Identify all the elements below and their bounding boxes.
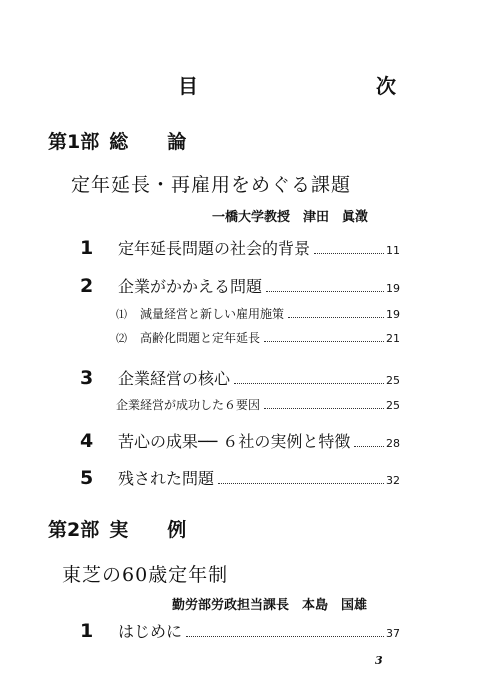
dot-leader bbox=[264, 408, 384, 409]
entry-page: 28 bbox=[386, 437, 400, 450]
article1-title: 定年延長・再雇用をめぐる課題 bbox=[71, 174, 352, 196]
entry-number: 3 bbox=[80, 367, 94, 389]
toc-entry[interactable] bbox=[80, 429, 400, 452]
entry-number: 4 bbox=[80, 430, 94, 452]
subentry-title: 減量経営と新しい雇用施策 bbox=[140, 307, 285, 321]
toc-entry[interactable] bbox=[80, 619, 400, 642]
entry-page: 37 bbox=[386, 627, 400, 640]
part1-title: 総 論 bbox=[109, 131, 197, 153]
entry-page: 19 bbox=[386, 308, 400, 321]
toc-subentry[interactable] bbox=[116, 396, 400, 413]
article2-author: 勤労部労政担当課長 本島 国雄 bbox=[172, 598, 368, 613]
entry-page: 25 bbox=[386, 399, 400, 412]
dot-leader bbox=[186, 636, 384, 637]
entry-page: 19 bbox=[386, 282, 400, 295]
entry-number: 1 bbox=[80, 237, 94, 259]
subentry-number: ⑴ bbox=[116, 308, 127, 321]
part1-heading bbox=[48, 127, 196, 154]
subentry-number: ⑵ bbox=[116, 332, 127, 345]
entry-number: 1 bbox=[80, 620, 94, 642]
part2-label: 第2部 bbox=[48, 519, 100, 541]
part2-title: 実 例 bbox=[109, 519, 197, 541]
entry-number: 2 bbox=[80, 275, 94, 297]
page-number: 3 bbox=[375, 654, 383, 667]
toc-heading: 目 次 bbox=[178, 74, 442, 98]
dot-leader bbox=[218, 483, 384, 484]
dot-leader bbox=[266, 291, 384, 292]
toc-subentry[interactable] bbox=[116, 305, 400, 322]
toc-subentry[interactable] bbox=[116, 329, 400, 346]
entry-page: 32 bbox=[386, 474, 400, 487]
toc-entry[interactable] bbox=[80, 466, 400, 489]
part1-label: 第1部 bbox=[48, 131, 100, 153]
article1-author: 一橋大学教授 津田 眞澂 bbox=[212, 210, 369, 225]
entry-page: 21 bbox=[386, 332, 400, 345]
entry-page: 25 bbox=[386, 374, 400, 387]
toc-entry[interactable] bbox=[80, 366, 400, 389]
entry-title: 残された問題 bbox=[118, 469, 215, 488]
dot-leader bbox=[234, 383, 384, 384]
entry-number: 5 bbox=[80, 467, 94, 489]
entry-title: はじめに bbox=[118, 622, 183, 641]
dot-leader bbox=[354, 446, 384, 447]
toc-entry[interactable] bbox=[80, 274, 400, 297]
dot-leader bbox=[288, 317, 384, 318]
entry-page: 11 bbox=[386, 244, 400, 257]
subentry-title: 高齢化問題と定年延長 bbox=[140, 331, 261, 345]
dot-leader bbox=[264, 341, 384, 342]
dot-leader bbox=[314, 253, 384, 254]
toc-entry[interactable] bbox=[80, 236, 400, 259]
entry-title: 企業がかかえる問題 bbox=[118, 277, 263, 296]
entry-title: 定年延長問題の社会的背景 bbox=[118, 239, 311, 258]
article2-title: 東芝の60歳定年制 bbox=[62, 564, 229, 586]
entry-title: 苦心の成果── ６社の実例と特徴 bbox=[118, 432, 351, 451]
part2-heading bbox=[48, 515, 196, 542]
entry-title: 企業経営の核心 bbox=[118, 369, 231, 388]
subentry-title: 企業経営が成功した６要因 bbox=[116, 398, 261, 412]
